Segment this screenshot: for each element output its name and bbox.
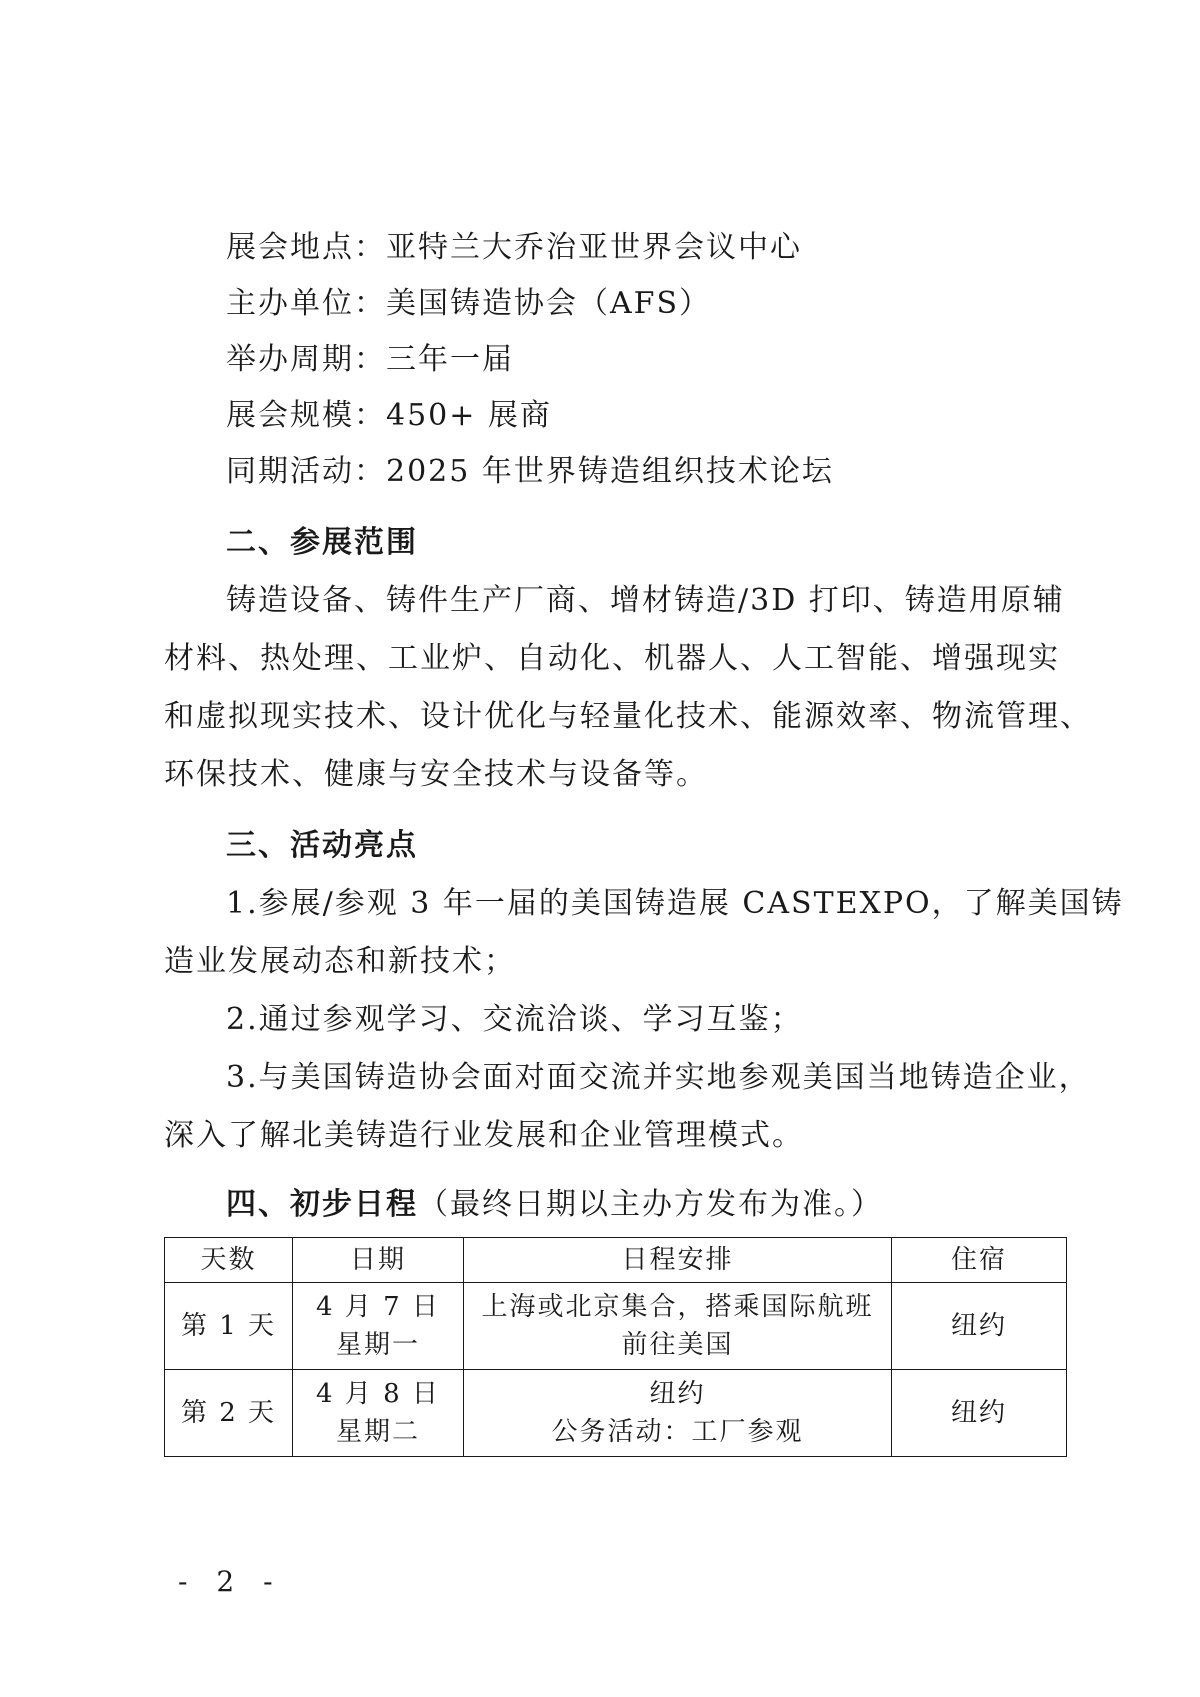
- header-date: 日期: [293, 1238, 464, 1283]
- cell-plan-line: 上海或北京集合，搭乘国际航班: [481, 1292, 874, 1322]
- section3-line: 2.通过参观学习、交流洽谈、学习互鉴；: [226, 1002, 803, 1037]
- info-venue: 展会地点：亚特兰大乔治亚世界会议中心: [226, 230, 802, 265]
- table-row: [165, 1283, 1067, 1370]
- cell-weekday-line: 星期一: [335, 1330, 420, 1360]
- table-header-row: [165, 1238, 1067, 1283]
- cell-date-line: 4 月 7 日: [316, 1292, 440, 1322]
- section3-line: 造业发展动态和新技术；: [164, 944, 516, 979]
- section4-heading: 四、初步日程: [226, 1187, 418, 1222]
- section4-note: （最终日期以主办方发布为准。）: [418, 1187, 883, 1222]
- schedule-table: [164, 1237, 1067, 1457]
- cell-plan-line: 公务活动：工厂参观: [551, 1417, 804, 1447]
- cell-plan-line: 前往美国: [621, 1330, 734, 1360]
- table-row: [165, 1370, 1067, 1457]
- info-organizer: 主办单位：美国铸造协会（AFS）: [226, 286, 712, 321]
- section3-line: 深入了解北美铸造行业发展和企业管理模式。: [164, 1118, 804, 1153]
- cell-weekday-line: 星期二: [335, 1417, 420, 1447]
- cell-lodging: 纽约: [892, 1370, 1067, 1457]
- section2-line: 和虚拟现实技术、设计优化与轻量化技术、能源效率、物流管理、: [164, 699, 1092, 734]
- page-number: - 2 -: [178, 1565, 283, 1598]
- cell-date: [293, 1283, 464, 1370]
- cell-date-line: 4 月 8 日: [316, 1379, 440, 1409]
- info-frequency: 举办周期：三年一届: [226, 342, 514, 377]
- section2-line: 环保技术、健康与安全技术与设备等。: [164, 757, 708, 792]
- section2-heading: 二、参展范围: [226, 525, 418, 560]
- cell-day: 第 2 天: [165, 1370, 293, 1457]
- cell-plan-line: 纽约: [649, 1379, 706, 1409]
- section2-line: 材料、热处理、工业炉、自动化、机器人、人工智能、增强现实: [164, 641, 1060, 676]
- info-concurrent-event: 同期活动：2025 年世界铸造组织技术论坛: [226, 454, 834, 489]
- header-plan: 日程安排: [464, 1238, 892, 1283]
- cell-plan: [464, 1283, 892, 1370]
- section4-heading-line: [226, 1186, 883, 1224]
- section2-line: 铸造设备、铸件生产厂商、增材铸造/3D 打印、铸造用原辅: [226, 583, 1065, 618]
- header-day: 天数: [165, 1238, 293, 1283]
- section3-heading: 三、活动亮点: [226, 828, 418, 863]
- cell-lodging: 纽约: [892, 1283, 1067, 1370]
- section3-line: 3.与美国铸造协会面对面交流并实地参观美国当地铸造企业，: [226, 1060, 1091, 1095]
- info-scale: 展会规模：450+ 展商: [226, 398, 552, 433]
- cell-date: [293, 1370, 464, 1457]
- header-lodging: 住宿: [892, 1238, 1067, 1283]
- cell-plan: [464, 1370, 892, 1457]
- section3-line: 1.参展/参观 3 年一届的美国铸造展 CASTEXPO，了解美国铸: [226, 886, 1124, 921]
- cell-day: 第 1 天: [165, 1283, 293, 1370]
